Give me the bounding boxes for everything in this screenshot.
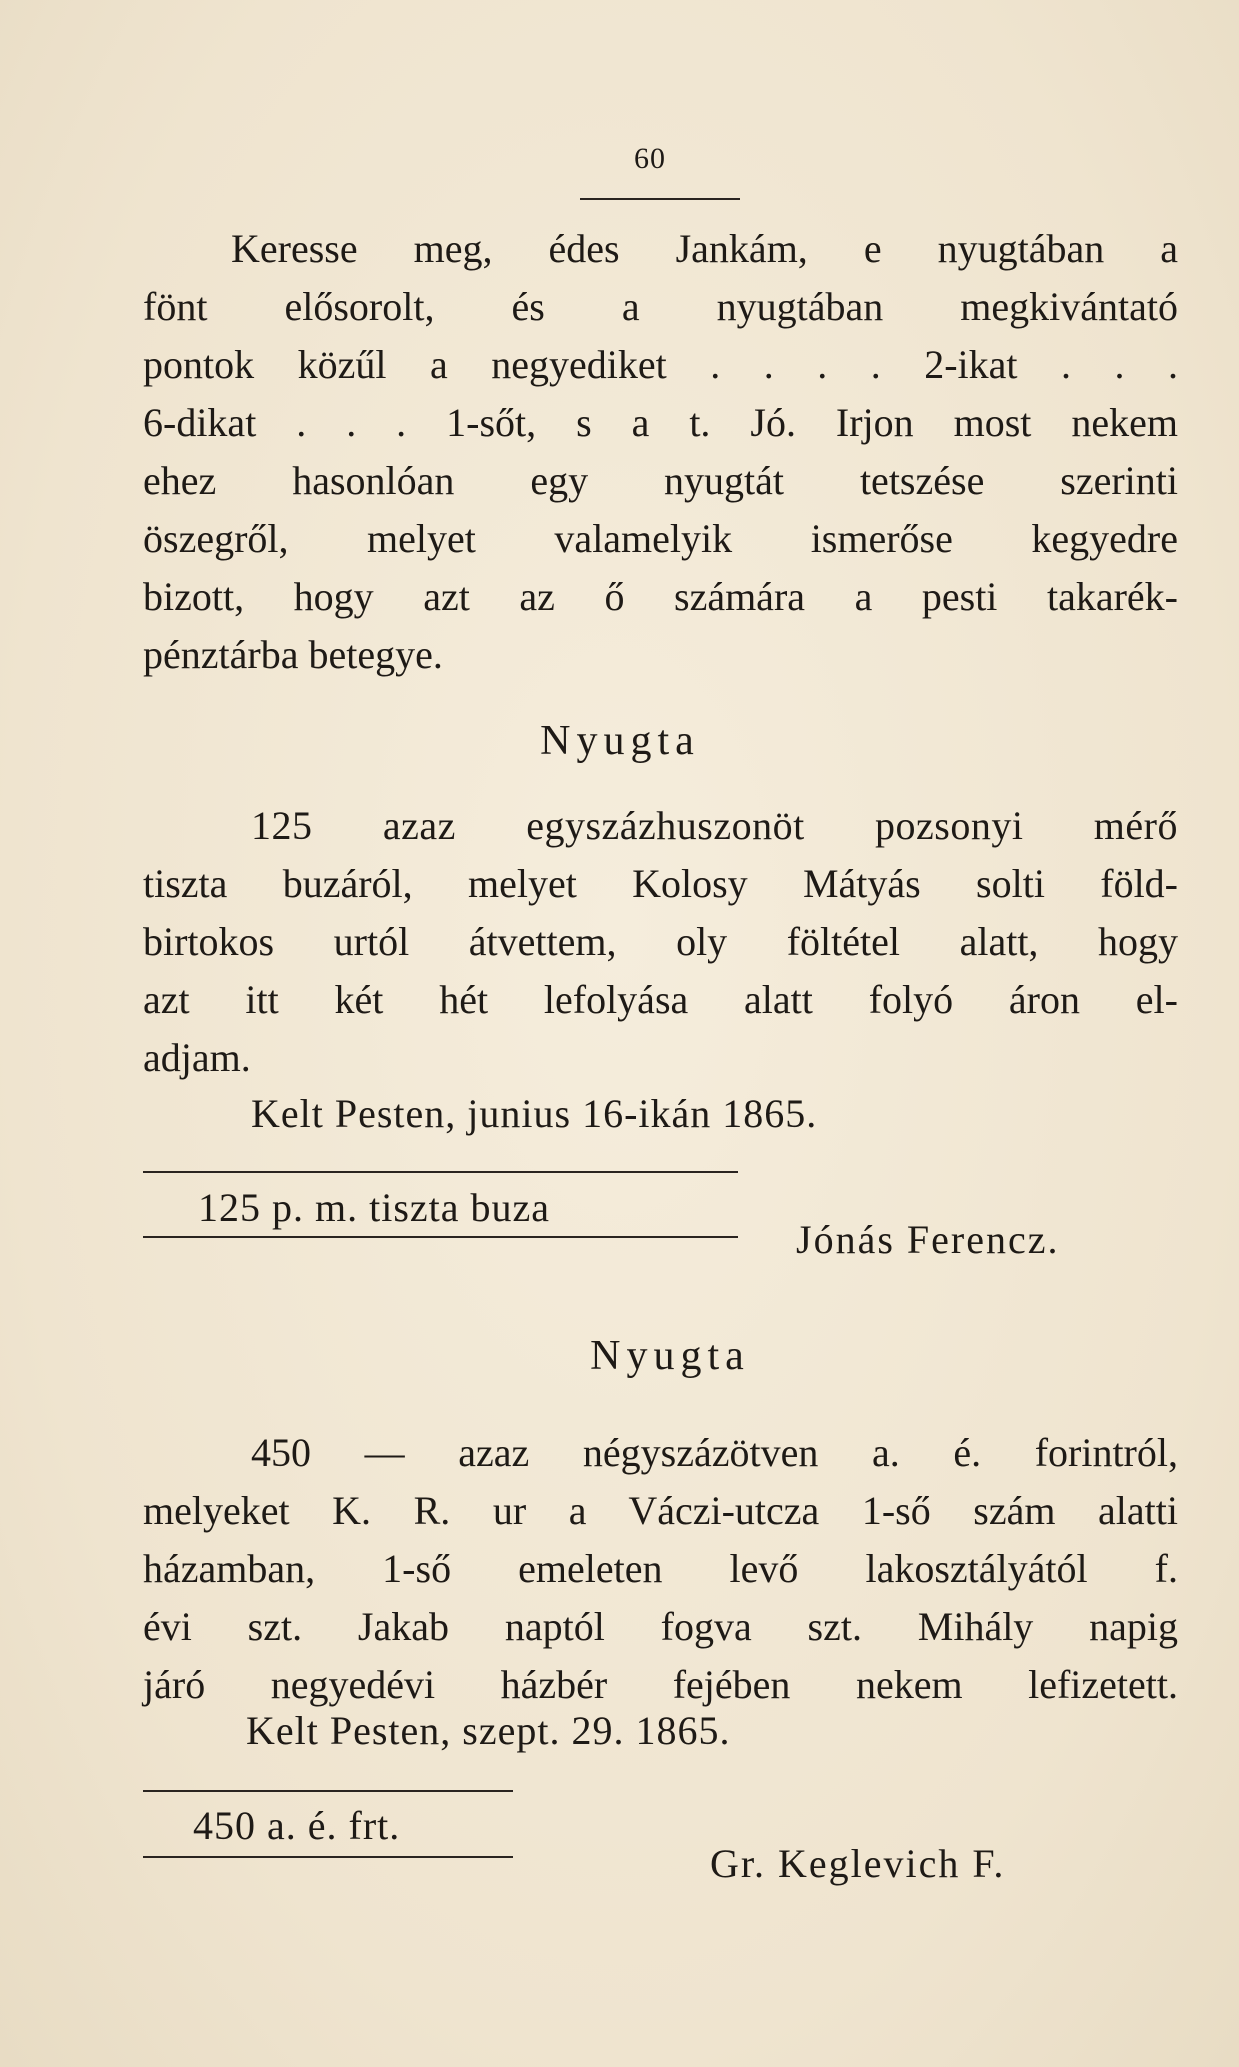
intro-line: fönt elősorolt, és a nyugtában megkivántató	[143, 284, 1178, 329]
intro-line: pontok közűl a negyediket . . . . 2-ikat . . .	[143, 342, 1178, 387]
receipt1-amount-rule-top	[143, 1171, 738, 1173]
receipt2-heading: Nyugta	[590, 1333, 750, 1379]
page-number: 60	[634, 142, 666, 175]
receipt1-amount: 125 p. m. tiszta buza	[198, 1185, 551, 1230]
receipt2-amount-rule-bottom	[143, 1856, 513, 1858]
intro-paragraph	[143, 220, 1178, 742]
intro-line: ehez hasonlóan egy nyugtát tetszése szerinti	[143, 458, 1178, 503]
page-number-rule	[580, 198, 740, 200]
receipt2-signature: Gr. Keglevich F.	[710, 1841, 1006, 1886]
receipt1-amount-rule-bottom	[143, 1236, 738, 1238]
receipt1-line: birtokos urtól átvettem, oly föltétel alatt, hogy	[143, 919, 1178, 964]
intro-line: 6-dikat . . . 1-sőt, s a t. Jó. Irjon most nekem	[143, 400, 1178, 445]
receipt1-line: 125 azaz egyszázhuszonöt pozsonyi mérő	[251, 803, 1178, 848]
intro-line: öszegről, melyet valamelyik ismerőse kegyedre	[143, 516, 1178, 561]
receipt1-line: tiszta buzáról, melyet Kolosy Mátyás solti föld-	[143, 861, 1178, 906]
receipt1-heading: Nyugta	[540, 718, 700, 764]
receipt1-line: adjam.	[143, 1035, 251, 1080]
receipt1-date: Kelt Pesten, junius 16-ikán 1865.	[251, 1091, 818, 1136]
receipt2-amount-rule-top	[143, 1790, 513, 1792]
receipt2-line: évi szt. Jakab naptól fogva szt. Mihály napig	[143, 1604, 1178, 1649]
intro-line: pénztárba betegye.	[143, 632, 443, 677]
receipt1-signature: Jónás Ferencz.	[796, 1217, 1060, 1262]
receipt2-line: járó negyedévi házbér fejében nekem lefizetett.	[143, 1662, 1178, 1707]
receipt2-line: 450 — azaz négyszázötven a. é. forintról,	[251, 1430, 1178, 1475]
intro-line: Keresse meg, édes Jankám, e nyugtában a	[231, 226, 1178, 271]
receipt2-line: házamban, 1-ső emeleten levő lakosztályától f.	[143, 1546, 1178, 1591]
intro-line: bizott, hogy azt az ő számára a pesti takarék-	[143, 574, 1178, 619]
receipt2-line: melyeket K. R. ur a Váczi-utcza 1-ső szám alatti	[143, 1488, 1178, 1533]
receipt1-line: azt itt két hét lefolyása alatt folyó áron el-	[143, 977, 1178, 1022]
receipt2-amount: 450 a. é. frt.	[193, 1803, 401, 1848]
receipt2-date: Kelt Pesten, szept. 29. 1865.	[246, 1708, 731, 1753]
